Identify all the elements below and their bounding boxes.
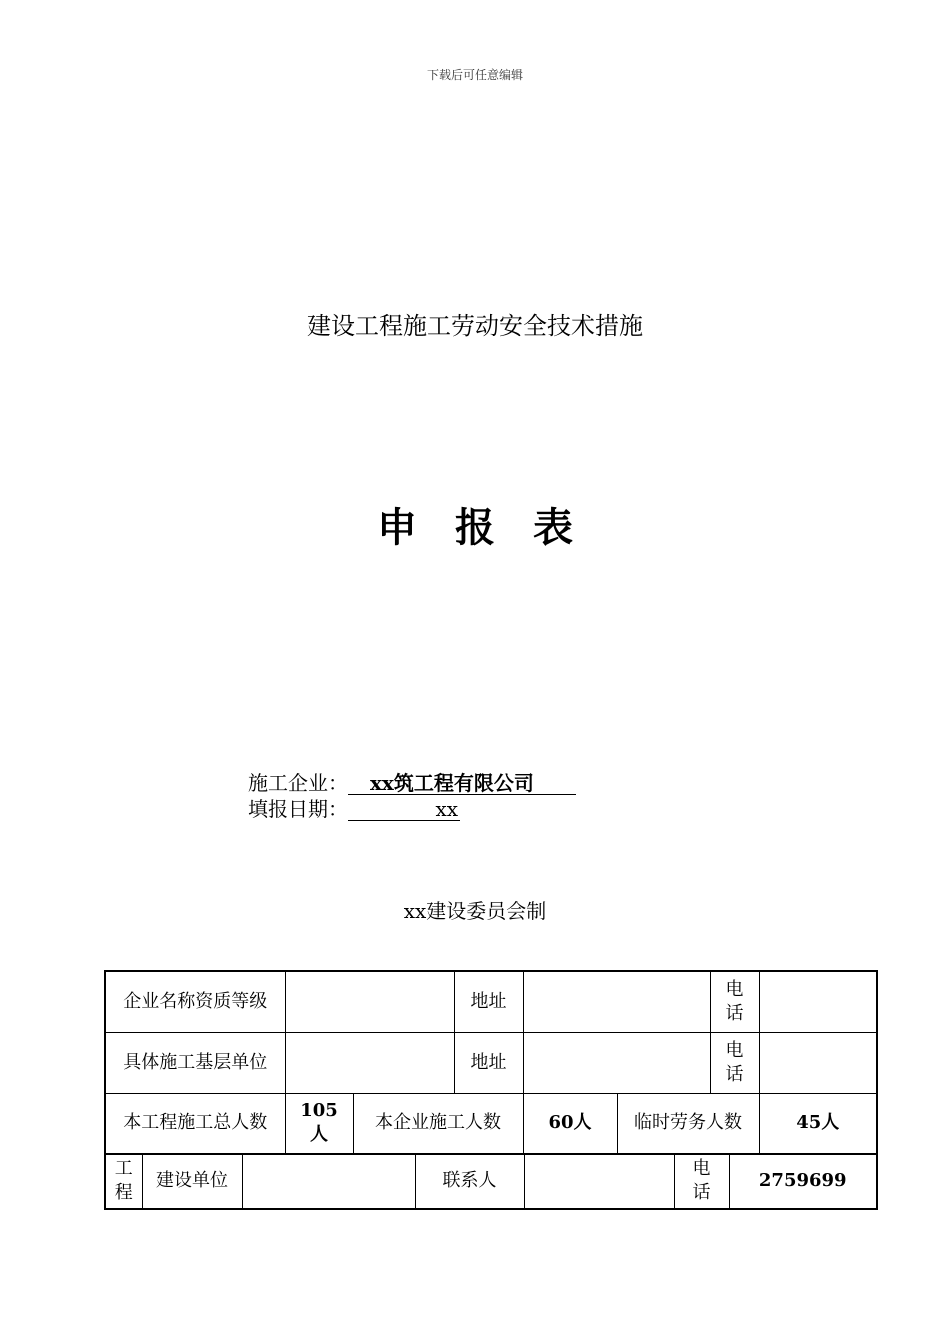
info-table — [104, 970, 878, 1155]
enterprise-workers-label: 本企业施工人数 — [353, 1093, 523, 1154]
address-cell — [523, 1032, 710, 1093]
enterprise-qualification-cell — [285, 971, 454, 1032]
fill-date-value: xx — [348, 798, 460, 821]
phone-cell — [759, 971, 877, 1032]
phone-label: 电 话 — [710, 971, 759, 1032]
construction-unit-cell — [285, 1032, 454, 1093]
table-row — [105, 1155, 877, 1209]
construction-unit-label: 具体施工基层单位 — [105, 1032, 285, 1093]
fill-date-row — [248, 796, 460, 822]
issuer: xx建设委员会制 — [403, 899, 547, 923]
phone-cell — [759, 1032, 877, 1093]
address-label: 地址 — [454, 1032, 523, 1093]
phone-value: 2759699 — [729, 1155, 877, 1209]
contact-cell — [524, 1155, 674, 1209]
header-note: 下载后可任意编辑 — [426, 68, 523, 82]
table-row — [105, 1093, 877, 1154]
address-label: 地址 — [454, 971, 523, 1032]
builder-label: 建设单位 — [142, 1155, 242, 1209]
address-cell — [523, 971, 710, 1032]
form-title: 申报表 — [377, 504, 611, 551]
temp-workers-value: 45人 — [759, 1093, 877, 1154]
project-table — [104, 1154, 878, 1210]
total-workers-label: 本工程施工总人数 — [105, 1093, 285, 1154]
temp-workers-label: 临时劳务人数 — [617, 1093, 759, 1154]
enterprise-workers-value: 60人 — [523, 1093, 617, 1154]
table-row — [105, 1032, 877, 1093]
main-title: 建设工程施工劳动安全技术措施 — [307, 312, 643, 340]
enterprise-qualification-label: 企业名称资质等级 — [105, 971, 285, 1032]
total-workers-value: 105 人 — [285, 1093, 353, 1154]
fill-date-label: 填报日期： — [248, 797, 348, 821]
phone-label: 电 话 — [710, 1032, 759, 1093]
phone-label: 电 话 — [674, 1155, 729, 1209]
builder-cell — [242, 1155, 415, 1209]
contact-label: 联系人 — [415, 1155, 524, 1209]
company-row — [248, 770, 576, 796]
table-row — [105, 971, 877, 1032]
project-section-label: 工 程 — [105, 1155, 142, 1209]
company-value: xx筑工程有限公司 — [348, 772, 576, 795]
company-label: 施工企业： — [248, 771, 348, 795]
